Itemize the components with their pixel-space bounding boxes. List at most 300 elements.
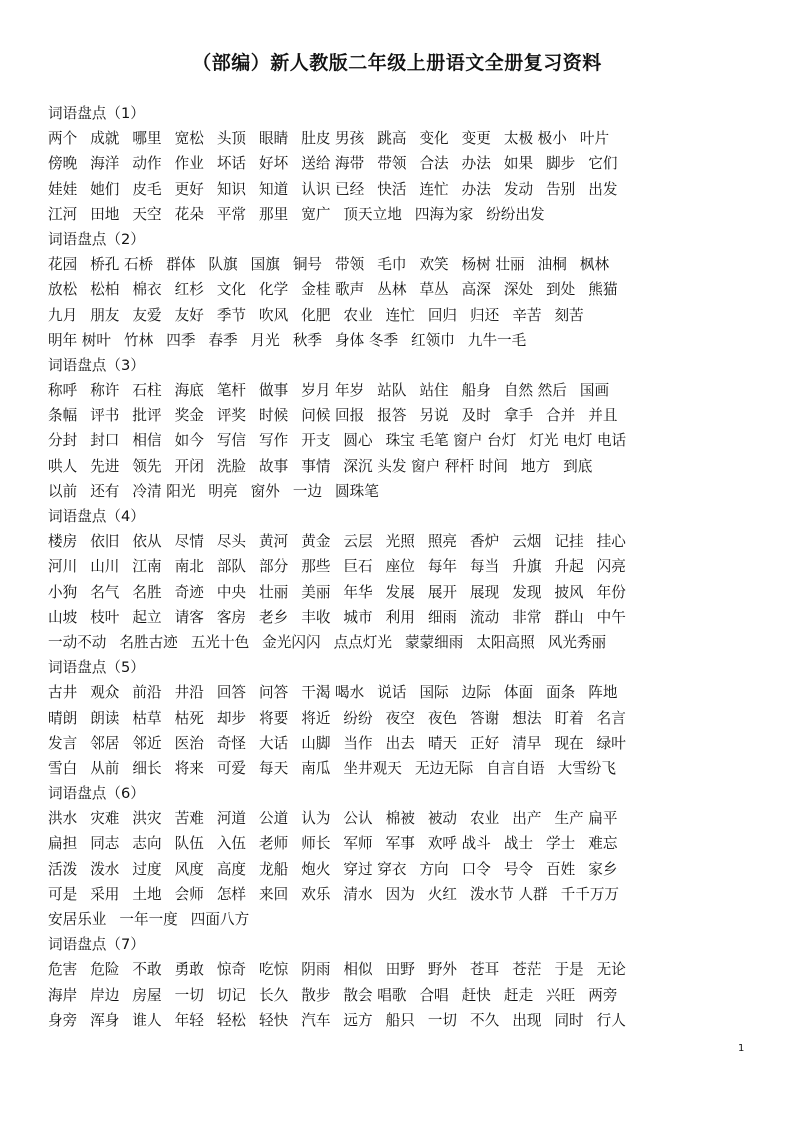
vocab-word: 评书	[90, 407, 120, 425]
vocab-word: 依从	[132, 533, 162, 551]
vocab-word: 枫林	[579, 256, 610, 274]
vocab-word: 她们	[90, 180, 120, 198]
vocab-word: 九牛一毛	[467, 331, 527, 349]
vocab-word: 散会 唱歌	[343, 986, 407, 1004]
vocab-word: 连忙	[385, 306, 415, 324]
vocab-word: 桥孔 石桥	[90, 256, 154, 274]
vocab-word: 发展	[385, 583, 415, 601]
vocab-word: 大话	[259, 734, 289, 752]
vocab-word: 船身	[461, 382, 491, 400]
vocab-word: 封口	[90, 432, 120, 450]
vocab-word: 吃惊	[259, 961, 289, 979]
vocab-word: 照亮	[427, 533, 458, 551]
vocab-word: 井沿	[174, 684, 204, 702]
vocab-word: 坏话	[216, 155, 247, 173]
vocab-word: 记挂	[554, 533, 584, 551]
vocab-word: 汽车	[301, 1011, 331, 1029]
vocab-word: 散步	[301, 986, 331, 1004]
vocab-word: 火红	[427, 885, 458, 903]
vocab-word: 洗脸	[216, 457, 247, 475]
vocab-word: 师长	[301, 835, 331, 853]
vocab-word: 队伍	[174, 835, 204, 853]
vocab-word: 切记	[216, 986, 247, 1004]
vocab-word: 冷清 阳光	[132, 482, 196, 500]
vocab-word: 眼睛	[259, 130, 289, 148]
vocab-word: 巨石	[343, 558, 373, 576]
section-heading: 词语盘点（2）	[48, 230, 145, 248]
vocab-word: 怎样	[216, 885, 247, 903]
vocab-word: 条幅	[48, 407, 78, 425]
vocab-word: 好坏	[259, 155, 289, 173]
vocab-word: 入伍	[216, 835, 247, 853]
vocab-word: 泼水	[90, 860, 120, 878]
vocab-word: 哪里	[132, 130, 162, 148]
vocab-word: 春季	[208, 331, 238, 349]
vocab-word: 欢呼 战斗	[427, 835, 491, 853]
vocab-word: 并且	[588, 407, 618, 425]
vocab-word: 窗外	[250, 482, 280, 500]
vocab-word: 岁月 年岁	[301, 382, 365, 400]
vocab-word: 写作	[259, 432, 289, 450]
vocab-word: 洪灾	[132, 810, 162, 828]
vocab-word: 月光	[250, 331, 280, 349]
vocab-word: 时候	[259, 407, 289, 425]
vocab-word: 生产 扁平	[554, 810, 618, 828]
vocab-word: 雪白	[48, 759, 78, 777]
vocab-word: 队旗	[208, 256, 238, 274]
vocab-word: 那里	[259, 205, 289, 223]
vocab-word: 船只	[385, 1011, 415, 1029]
vocab-word: 季节	[216, 306, 247, 324]
vocab-word: 圆珠笔	[335, 482, 379, 500]
vocab-word: 分封	[48, 432, 78, 450]
vocab-word: 炮火	[301, 860, 331, 878]
vocab-word: 花园	[48, 256, 78, 274]
vocab-word: 风度	[174, 860, 204, 878]
vocab-word: 石柱	[132, 382, 162, 400]
vocab-word: 变化	[419, 130, 449, 148]
vocab-word: 如果	[503, 155, 534, 173]
vocab-word: 化学	[259, 281, 289, 299]
vocab-word: 清早	[512, 734, 542, 752]
vocab-word: 远方	[343, 1011, 373, 1029]
vocab-word: 高度	[216, 860, 247, 878]
vocab-word: 叶片	[579, 130, 610, 148]
word-row	[48, 202, 748, 227]
vocab-word: 流动	[470, 608, 500, 626]
vocab-word: 送给 海带	[301, 155, 365, 173]
vocab-word: 办法	[461, 180, 491, 198]
vocab-word: 公道	[259, 810, 289, 828]
vocab-word: 南北	[174, 558, 204, 576]
vocab-word: 苦难	[174, 810, 204, 828]
vocab-word: 将要	[259, 709, 289, 727]
word-row	[48, 378, 748, 403]
vocab-word: 名言	[596, 709, 626, 727]
vocab-word: 知识	[216, 180, 247, 198]
vocab-word: 惊奇	[216, 961, 247, 979]
vocab-word: 棉衣	[132, 281, 162, 299]
word-row	[48, 554, 748, 579]
vocab-word: 枝叶	[90, 608, 120, 626]
vocab-word: 活泼	[48, 860, 78, 878]
vocab-word: 农业	[343, 306, 373, 324]
vocab-word: 绿叶	[596, 734, 626, 752]
vocab-word: 到底	[563, 457, 593, 475]
vocab-word: 深处	[503, 281, 534, 299]
vocab-word: 友爱	[132, 306, 162, 324]
vocab-word: 朗读	[90, 709, 120, 727]
vocab-word: 棉被	[385, 810, 415, 828]
vocab-word: 年华	[343, 583, 373, 601]
vocab-word: 清水	[343, 885, 373, 903]
vocab-word: 难忘	[588, 835, 618, 853]
vocab-word: 苍耳	[470, 961, 500, 979]
word-row	[48, 303, 748, 328]
vocab-word: 老师	[259, 835, 289, 853]
word-row	[48, 957, 748, 982]
vocab-word: 土地	[132, 885, 162, 903]
vocab-word: 轻快	[259, 1011, 289, 1029]
vocab-word: 太阳高照	[476, 633, 535, 651]
vocab-word: 黄金	[301, 533, 331, 551]
vocab-word: 同志	[90, 835, 120, 853]
vocab-word: 批评	[132, 407, 162, 425]
vocab-word: 采用	[90, 885, 120, 903]
page-number: 1	[738, 1043, 745, 1054]
vocab-word: 秋季	[292, 331, 323, 349]
vocab-word: 报答	[377, 407, 407, 425]
vocab-word: 一年一度	[119, 911, 178, 928]
vocab-word: 南瓜	[301, 759, 331, 777]
vocab-word: 坐井观天	[343, 759, 402, 777]
vocab-word: 升起	[554, 558, 584, 576]
vocab-word: 号令	[503, 860, 534, 878]
vocab-word: 兴旺	[546, 986, 576, 1004]
vocab-word: 群山	[554, 608, 584, 626]
vocab-word: 开支	[301, 432, 331, 450]
vocab-word: 灾难	[90, 810, 120, 828]
vocab-word: 宽松	[174, 130, 204, 148]
vocab-word: 不敢	[132, 961, 162, 979]
vocab-word: 当作	[343, 734, 373, 752]
vocab-word: 医治	[174, 734, 204, 752]
vocab-word: 称许	[90, 382, 120, 400]
vocab-word: 从前	[90, 759, 120, 777]
vocab-word: 展现	[470, 583, 500, 601]
vocab-word: 奇迹	[174, 583, 204, 601]
vocab-word: 明年 树叶	[48, 331, 112, 349]
vocab-word: 阴雨	[301, 961, 331, 979]
vocab-word: 山川	[90, 558, 120, 576]
vocab-word: 升旗	[512, 558, 542, 576]
vocab-word: 夜色	[427, 709, 458, 727]
vocab-word: 田野	[385, 961, 415, 979]
vocab-word: 赶快	[461, 986, 491, 1004]
vocab-word: 油桐	[537, 256, 567, 274]
vocab-word: 合唱	[419, 986, 449, 1004]
vocab-word: 做事	[259, 382, 289, 400]
word-row	[48, 1008, 748, 1033]
vocab-word: 纷纷	[343, 709, 373, 727]
vocab-word: 及时	[461, 407, 491, 425]
vocab-word: 金桂 歌声	[301, 281, 365, 299]
vocab-word: 出现	[512, 1011, 542, 1029]
vocab-word: 松柏	[90, 281, 120, 299]
vocab-word: 回归	[427, 306, 458, 324]
word-row	[48, 277, 748, 302]
vocab-word: 国画	[579, 382, 610, 400]
section-heading: 词语盘点（1）	[48, 105, 145, 122]
vocab-word: 天空	[132, 205, 162, 223]
vocab-word: 年份	[596, 583, 626, 601]
vocab-word: 部队	[216, 558, 247, 576]
vocab-word: 皮毛	[132, 180, 162, 198]
word-row	[48, 252, 748, 277]
vocab-word: 观众	[90, 684, 120, 702]
word-row	[48, 605, 748, 630]
word-row	[48, 403, 748, 428]
section-heading: 词语盘点（5）	[48, 659, 145, 677]
vocab-word: 前沿	[132, 684, 162, 702]
vocab-word: 它们	[588, 155, 618, 173]
vocab-word: 告别	[546, 180, 576, 198]
vocab-word: 奖金	[174, 407, 204, 425]
word-row	[48, 428, 748, 453]
vocab-word: 红领巾	[411, 331, 455, 349]
vocab-word: 出产	[512, 810, 542, 828]
vocab-word: 闪亮	[596, 558, 626, 576]
vocab-word: 四季	[166, 331, 196, 349]
vocab-word: 一切	[174, 986, 204, 1004]
vocab-word: 无论	[596, 961, 626, 979]
vocab-word: 河川	[48, 558, 78, 576]
vocab-word: 哄人	[48, 457, 78, 475]
vocab-word: 苍茫	[512, 961, 542, 979]
vocab-word: 田地	[90, 205, 120, 223]
vocab-word: 地方	[520, 457, 551, 475]
vocab-word: 家乡	[588, 860, 618, 878]
vocab-word: 浑身	[90, 1011, 120, 1029]
vocab-word: 于是	[554, 961, 584, 979]
vocab-word: 五光十色	[190, 633, 250, 651]
vocab-word: 小狗	[48, 583, 78, 601]
vocab-word: 平常	[216, 205, 247, 223]
vocab-word: 展开	[427, 583, 458, 601]
vocab-word: 傍晚	[48, 155, 78, 173]
vocab-word: 太极 极小	[503, 130, 567, 148]
vocab-word: 毛巾	[377, 256, 407, 274]
vocab-word: 快活	[377, 180, 407, 198]
vocab-word: 美丽	[301, 583, 331, 601]
vocab-word: 边际	[461, 684, 491, 702]
word-row	[48, 806, 748, 831]
vocab-word: 江河	[48, 205, 78, 223]
vocab-word: 宽广	[301, 205, 331, 223]
vocab-word: 带领	[377, 155, 407, 173]
vocab-word: 想法	[512, 709, 542, 727]
vocab-word: 问答	[259, 684, 289, 702]
vocab-word: 丛林	[377, 281, 407, 299]
vocab-word: 笔杆	[216, 382, 247, 400]
vocab-word: 起立	[132, 608, 162, 626]
word-row	[48, 731, 748, 756]
vocab-word: 红杉	[174, 281, 204, 299]
vocab-word: 顶天立地	[343, 205, 402, 223]
vocab-word: 草丛	[419, 281, 449, 299]
vocab-word: 竹林	[124, 331, 154, 349]
vocab-word: 农业	[470, 810, 500, 828]
vocab-word: 军事	[385, 835, 415, 853]
vocab-word: 可爱	[216, 759, 247, 777]
vocab-word: 体面	[503, 684, 534, 702]
vocab-word: 中央	[216, 583, 247, 601]
vocab-word: 发言	[48, 734, 78, 752]
vocab-word: 两旁	[588, 986, 618, 1004]
vocab-word: 光照	[385, 533, 415, 551]
vocab-word: 相信	[132, 432, 162, 450]
vocab-word: 黄河	[259, 533, 289, 551]
vocab-word: 国际	[419, 684, 449, 702]
vocab-word: 学士	[546, 835, 576, 853]
section-heading: 词语盘点（3）	[48, 356, 145, 374]
vocab-word: 娃娃	[48, 180, 78, 198]
vocab-word: 野外	[427, 961, 458, 979]
vocab-word: 穿过 穿衣	[343, 860, 407, 878]
vocab-word: 归还	[470, 306, 500, 324]
vocab-word: 晴朗	[48, 709, 78, 727]
vocab-word: 海底	[174, 382, 204, 400]
vocab-word: 更好	[174, 180, 204, 198]
word-row	[48, 857, 748, 882]
vocab-word: 铜号	[292, 256, 323, 274]
word-row	[48, 454, 748, 479]
vocab-word: 却步	[216, 709, 247, 727]
vocab-word: 写信	[216, 432, 247, 450]
word-row	[48, 756, 748, 781]
vocab-word: 文化	[216, 281, 247, 299]
vocab-word: 答谢	[470, 709, 500, 727]
vocab-word: 请客	[174, 608, 204, 626]
vocab-word: 合并	[546, 407, 576, 425]
vocab-word: 相似	[343, 961, 373, 979]
vocab-word: 合法	[419, 155, 449, 173]
vocab-word: 因为	[385, 885, 415, 903]
vocab-word: 百姓	[546, 860, 576, 878]
vocab-word: 部分	[259, 558, 289, 576]
vocab-word: 点点灯光	[333, 633, 392, 651]
vocab-word: 行人	[596, 1011, 626, 1029]
word-row	[48, 882, 748, 907]
vocab-word: 名气	[90, 583, 120, 601]
vocab-word: 奇怪	[216, 734, 247, 752]
vocab-word: 站队	[377, 382, 407, 400]
vocab-word: 放松	[48, 281, 78, 299]
vocab-word: 同时	[554, 1011, 584, 1029]
vocab-word: 作业	[174, 155, 204, 173]
vocab-word: 非常	[512, 608, 542, 626]
vocab-word: 志向	[132, 835, 162, 853]
vocab-word: 认为	[301, 810, 331, 828]
vocab-word: 山坡	[48, 608, 78, 626]
vocab-word: 城市	[343, 608, 373, 626]
vocab-word: 变更	[461, 130, 491, 148]
vocab-word: 河道	[216, 810, 247, 828]
vocab-word: 吹风	[259, 306, 289, 324]
vocab-word: 长久	[259, 986, 289, 1004]
vocab-word: 一动不动	[48, 633, 107, 651]
vocab-word: 老乡	[259, 608, 289, 626]
page-title: （部编）新人教版二年级上册语文全册复习资料	[192, 52, 602, 74]
vocab-word: 被动	[427, 810, 458, 828]
vocab-word: 现在	[554, 734, 584, 752]
vocab-word: 古井	[48, 684, 78, 702]
vocab-word: 岸边	[90, 986, 120, 1004]
vocab-word: 如今	[174, 432, 204, 450]
section-heading: 词语盘点（6）	[48, 785, 145, 803]
vocab-word: 挂心	[596, 533, 626, 551]
vocab-word: 泼水节 人群	[470, 885, 548, 903]
vocab-word: 山脚	[301, 734, 331, 752]
vocab-word: 金光闪闪	[262, 633, 321, 651]
vocab-word: 蒙蒙细雨	[404, 633, 464, 651]
vocab-word: 还有	[90, 482, 120, 500]
vocab-word: 晴天	[427, 734, 458, 752]
vocab-word: 邻居	[90, 734, 120, 752]
vocab-word: 办法	[461, 155, 491, 173]
vocab-word: 危险	[90, 961, 120, 979]
vocab-word: 细雨	[427, 608, 458, 626]
word-row	[48, 706, 748, 731]
vocab-word: 国旗	[250, 256, 280, 274]
vocab-word: 自言自语	[486, 759, 545, 777]
vocab-word: 枯死	[174, 709, 204, 727]
vocab-word: 连忙	[419, 180, 449, 198]
vocab-word: 公认	[343, 810, 373, 828]
vocab-word: 欢乐	[301, 885, 331, 903]
vocab-word: 脚步	[546, 155, 576, 173]
vocab-word: 中午	[596, 608, 626, 626]
vocab-word: 先进	[90, 457, 120, 475]
vocab-word: 到处	[546, 281, 576, 299]
vocab-word: 发现	[512, 583, 542, 601]
vocab-word: 客房	[216, 608, 247, 626]
vocab-word: 友好	[174, 306, 204, 324]
vocab-word: 出去	[385, 734, 415, 752]
vocab-word: 夜空	[385, 709, 415, 727]
vocab-word: 方向	[419, 860, 449, 878]
vocab-word: 九月	[48, 306, 78, 324]
vocab-word: 海岸	[48, 986, 78, 1004]
word-row	[48, 630, 748, 655]
vocab-word: 肚皮 男孩	[301, 130, 365, 148]
vocab-word: 洪水	[48, 810, 78, 828]
vocab-word: 名胜古迹	[119, 633, 178, 651]
vocab-word: 依旧	[90, 533, 120, 551]
vocab-word: 云烟	[512, 533, 542, 551]
vocab-word: 每年	[427, 558, 458, 576]
vocab-word: 无边无际	[414, 759, 474, 777]
vocab-word: 自然 然后	[503, 382, 567, 400]
vocab-word: 楼房	[48, 533, 78, 551]
vocab-word: 四面八方	[190, 911, 250, 928]
vocab-word: 那些	[301, 558, 331, 576]
word-row	[48, 983, 748, 1008]
word-row	[48, 151, 748, 176]
vocab-word: 危害	[48, 961, 78, 979]
vocab-word: 年轻	[174, 1011, 204, 1029]
vocab-word: 来回	[259, 885, 289, 903]
